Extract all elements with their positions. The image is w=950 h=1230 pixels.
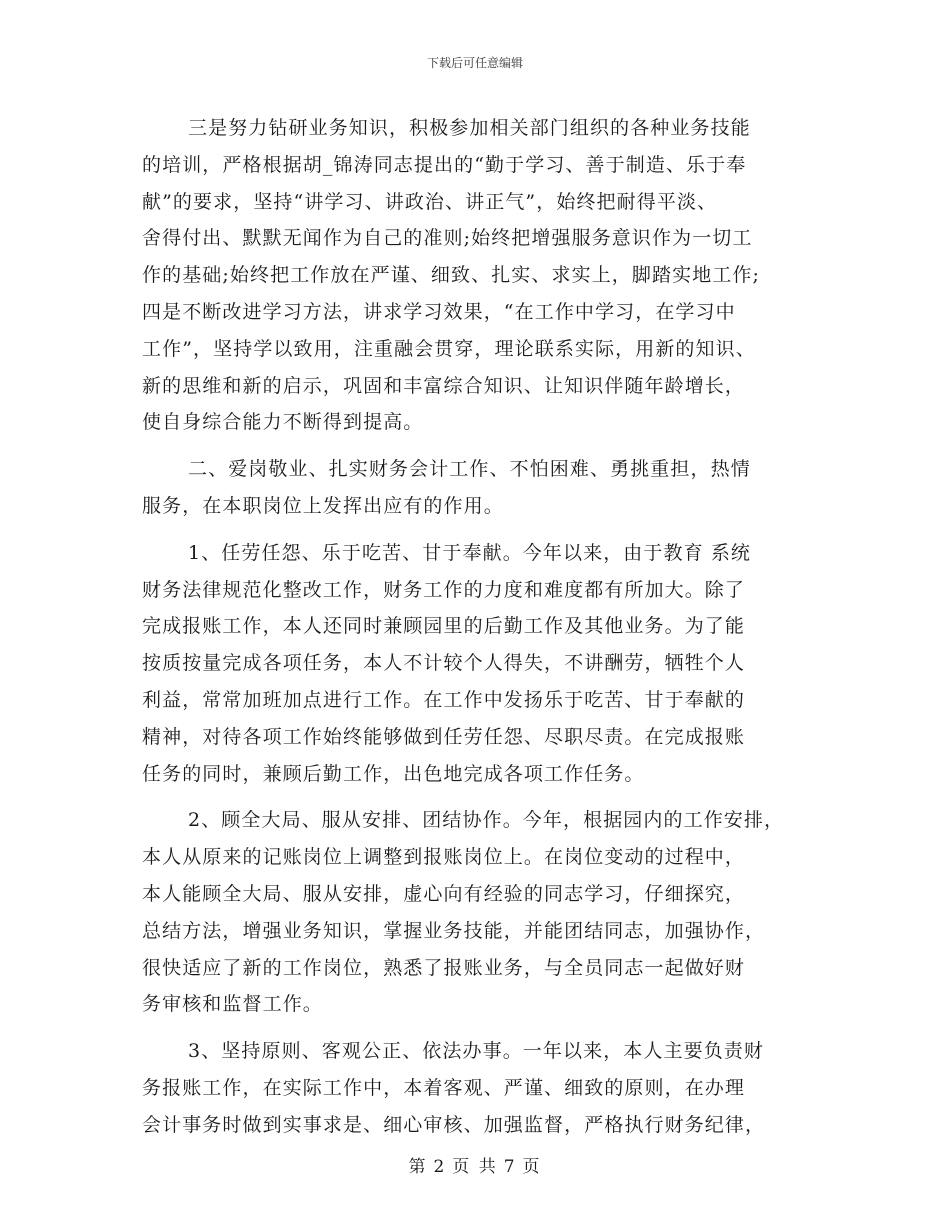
paragraph xyxy=(142,535,822,793)
text-line: 3、坚持原则、客观公正、依法办事。一年以来，本人主要负责财 xyxy=(188,1040,764,1063)
text-line: 会计事务时做到实事求是、细心审核、加强监督，严格执行财务纪律， xyxy=(142,1113,766,1136)
text-line: 任务的同时，兼顾后勤工作，出色地完成各项工作任务。 xyxy=(142,762,645,785)
text-line: 的培训，严格根据胡_锦涛同志提出的“勤于学习、善于制造、乐于奉 xyxy=(142,153,747,176)
text-line: 很快适应了新的工作岗位，熟悉了报账业务，与全员同志一起做好财 xyxy=(142,956,746,979)
header-note: 下载后可任意编辑 xyxy=(426,56,523,70)
text-line: 工作”，坚持学以致用，注重融会贯穿，理论联系实际，用新的知识、 xyxy=(142,337,756,360)
paragraph xyxy=(142,110,822,441)
text-line: 务审核和监督工作。 xyxy=(142,993,323,1016)
text-line: 三是努力钻研业务知识，积极参加相关部门组织的各种业务技能 xyxy=(188,117,751,139)
text-line: 献”的要求，坚持“讲学习、讲政治、讲正气”，始终把耐得平淡、 xyxy=(142,190,718,213)
current-page: 2 xyxy=(433,1157,447,1177)
text-line: 总结方法，增强业务知识，掌握业务技能，并能团结同志，加强协作， xyxy=(142,919,766,942)
document-body xyxy=(142,110,822,1154)
paragraph xyxy=(142,451,822,525)
text-line: 新的思维和新的启示，巩固和丰富综合知识、让知识伴随年龄增长， xyxy=(142,374,746,397)
total-pages: 7 xyxy=(503,1157,517,1177)
text-line: 二、爱岗敬业、扎实财务会计工作、不怕困难、勇挑重担，热情 xyxy=(188,458,751,481)
text-line: 利益，常常加班加点进行工作。在工作中发扬乐于吃苦、甘于奉献的 xyxy=(142,688,746,711)
text-line: 完成报账工作，本人还同时兼顾园里的后勤工作及其他业务。为了能 xyxy=(142,615,746,638)
text-line: 2、顾全大局、服从安排、团结协作。今年，根据园内的工作安排， xyxy=(188,809,785,832)
text-line: 务报账工作，在实际工作中，本着客观、严谨、细致的原则，在办理 xyxy=(142,1076,746,1099)
page-number-suffix: 页 xyxy=(522,1157,542,1177)
page-number-prefix: 第 xyxy=(408,1157,428,1177)
paragraph xyxy=(142,802,822,1023)
text-line: 按质按量完成各项任务，本人不计较个人得失，不讲酬劳，牺牲个人 xyxy=(142,652,746,675)
text-line: 精神，对待各项工作始终能够做到任劳任怨、尽职尽责。在完成报账 xyxy=(142,725,746,748)
text-line: 1、任劳任怨、乐于吃苦、甘于奉献。今年以来，由于教育 系统 xyxy=(188,541,752,564)
text-line: 服务，在本职岗位上发挥出应有的作用。 xyxy=(142,494,504,517)
page-number-middle: 页 共 xyxy=(452,1157,498,1177)
text-line: 舍得付出、默默无闻作为自己的准则;始终把增强服务意识作为一切工 xyxy=(142,227,753,250)
text-line: 财务法律规范化整改工作，财务工作的力度和难度都有所加大。除了 xyxy=(142,578,746,601)
text-line: 作的基础;始终把工作放在严谨、细致、扎实、求实上，脚踏实地工作; xyxy=(142,264,761,287)
text-line: 四是不断改进学习方法，讲求学习效果，“在工作中学习，在学习中 xyxy=(142,300,736,323)
text-line: 本人能顾全大局、服从安排，虚心向有经验的同志学习，仔细探究， xyxy=(142,882,746,905)
text-line: 使自身综合能力不断得到提高。 xyxy=(142,411,424,434)
paragraph xyxy=(142,1033,822,1143)
text-line: 本人从原来的记账岗位上调整到报账岗位上。在岗位变动的过程中， xyxy=(142,846,746,869)
page-number xyxy=(0,1152,950,1177)
